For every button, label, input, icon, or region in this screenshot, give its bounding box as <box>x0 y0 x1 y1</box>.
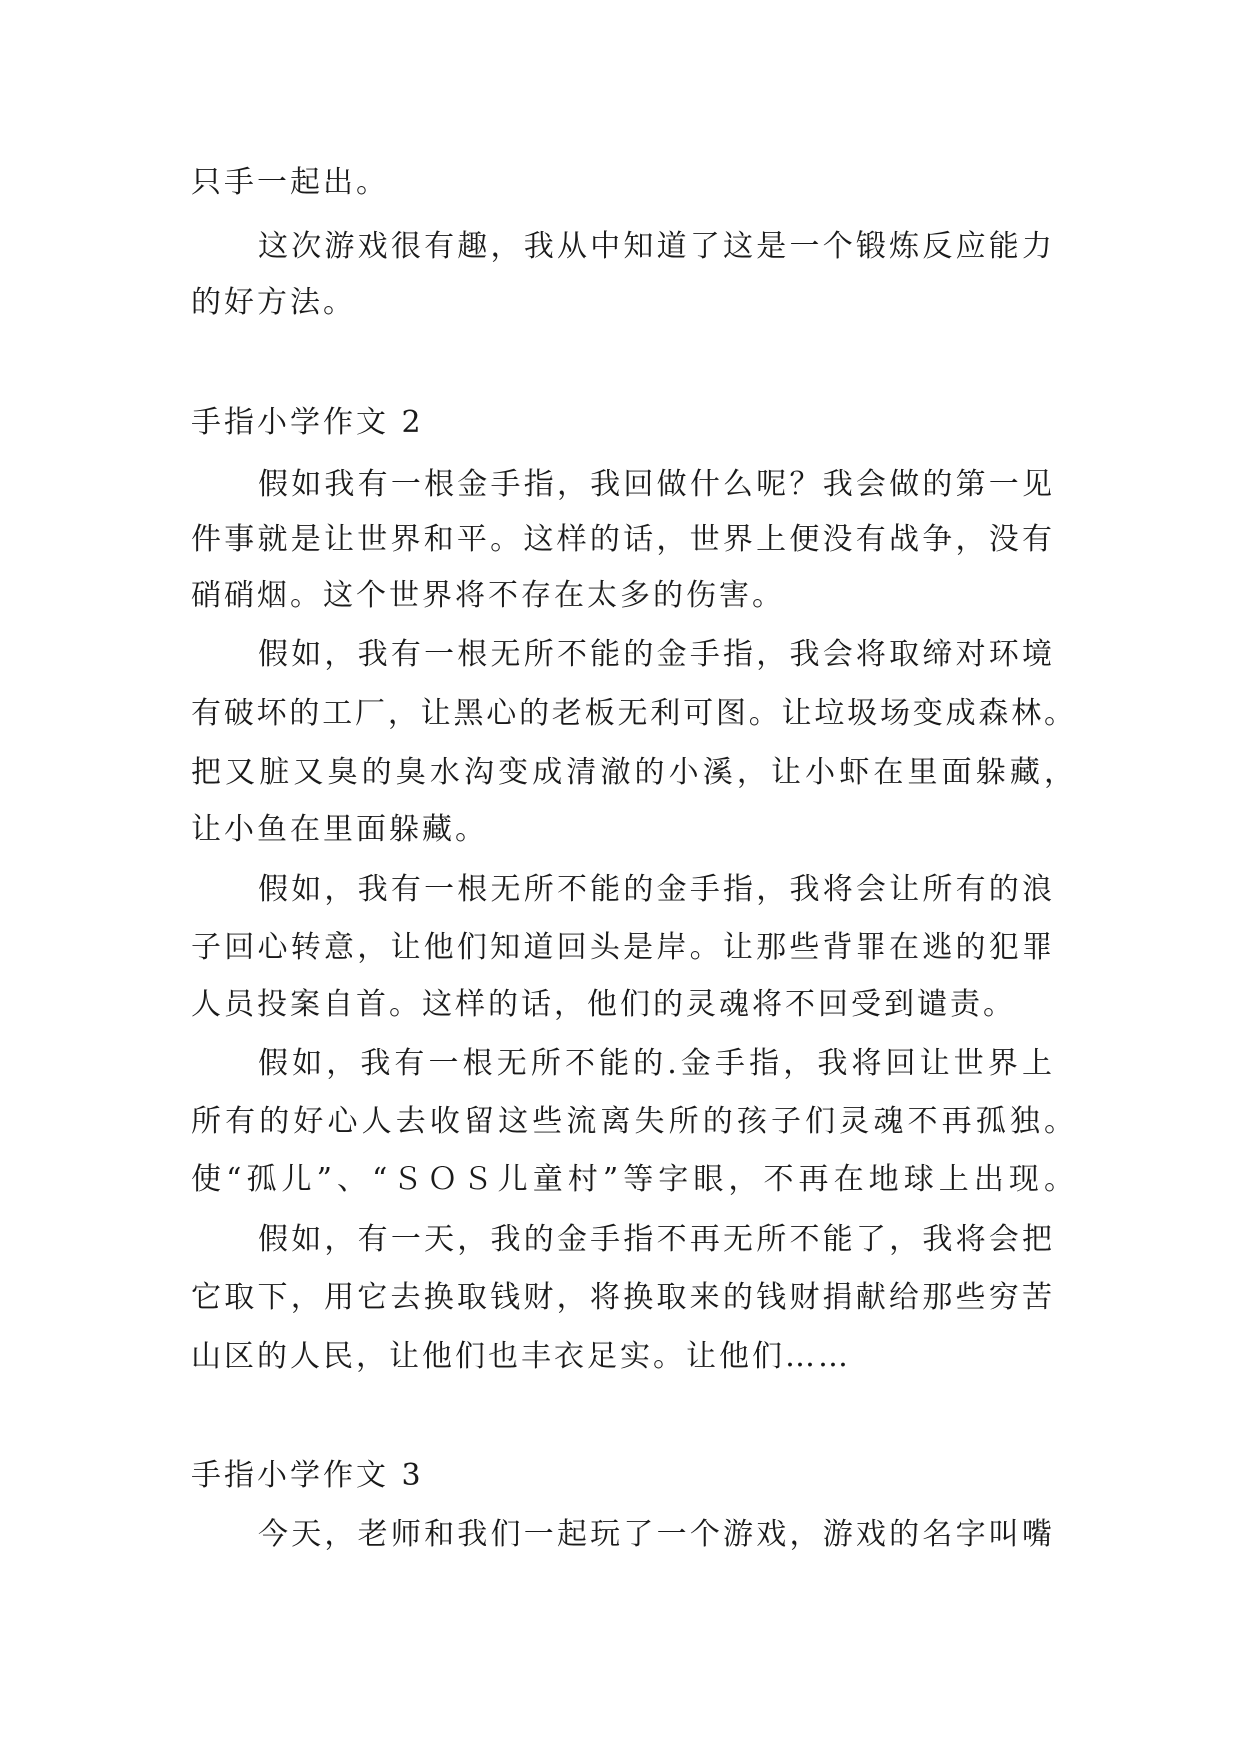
section-heading: 手指小学作文 2 <box>191 405 424 440</box>
paragraph-line: 硝硝烟。这个世界将不存在太多的伤害。 <box>191 578 785 613</box>
paragraph-line: 把又脏又臭的臭水沟变成清澈的小溪，让小虾在里面躲藏， <box>191 755 1075 790</box>
paragraph-line: 所有的好心人去收留这些流离失所的孩子们灵魂不再孤独。 <box>191 1104 1075 1139</box>
paragraph-line: 假如我有一根金手指，我回做什么呢？我会做的第一见 <box>258 467 1053 502</box>
paragraph-line: 只手一起出。 <box>191 165 389 200</box>
paragraph-line: 假如，我有一根无所不能的金手指，我将会让所有的浪 <box>258 872 1053 907</box>
paragraph-line: 有破坏的工厂，让黑心的老板无利可图。让垃圾场变成森林。 <box>191 696 1075 731</box>
paragraph-line: 件事就是让世界和平。这样的话，世界上便没有战争，没有 <box>191 522 1053 557</box>
paragraph-line: 使“孤儿”、“ＳＯＳ儿童村”等字眼，不再在地球上出现。 <box>191 1162 1075 1197</box>
paragraph-line: 假如，我有一根无所不能的金手指，我会将取缔对环境 <box>258 637 1053 672</box>
paragraph-line: 它取下，用它去换取钱财，将换取来的钱财捐献给那些穷苦 <box>191 1280 1053 1315</box>
paragraph-line: 人员投案自首。这样的话，他们的灵魂将不回受到谴责。 <box>191 987 1016 1022</box>
paragraph-line: 今天，老师和我们一起玩了一个游戏，游戏的名字叫嘴 <box>258 1517 1053 1552</box>
paragraph-line: 这次游戏很有趣，我从中知道了这是一个锻炼反应能力 <box>258 229 1053 264</box>
paragraph-line: 假如，有一天，我的金手指不再无所不能了，我将会把 <box>258 1222 1053 1257</box>
paragraph-line: 子回心转意，让他们知道回头是岸。让那些背罪在逃的犯罪 <box>191 930 1053 965</box>
paragraph-line: 的好方法。 <box>191 285 356 320</box>
paragraph-line: 让小鱼在里面躲藏。 <box>191 812 488 847</box>
paragraph-line: 山区的人民，让他们也丰衣足实。让他们…… <box>191 1339 851 1374</box>
section-heading: 手指小学作文 3 <box>191 1458 424 1493</box>
paragraph-line: 假如，我有一根无所不能的.金手指，我将回让世界上 <box>258 1046 1053 1081</box>
